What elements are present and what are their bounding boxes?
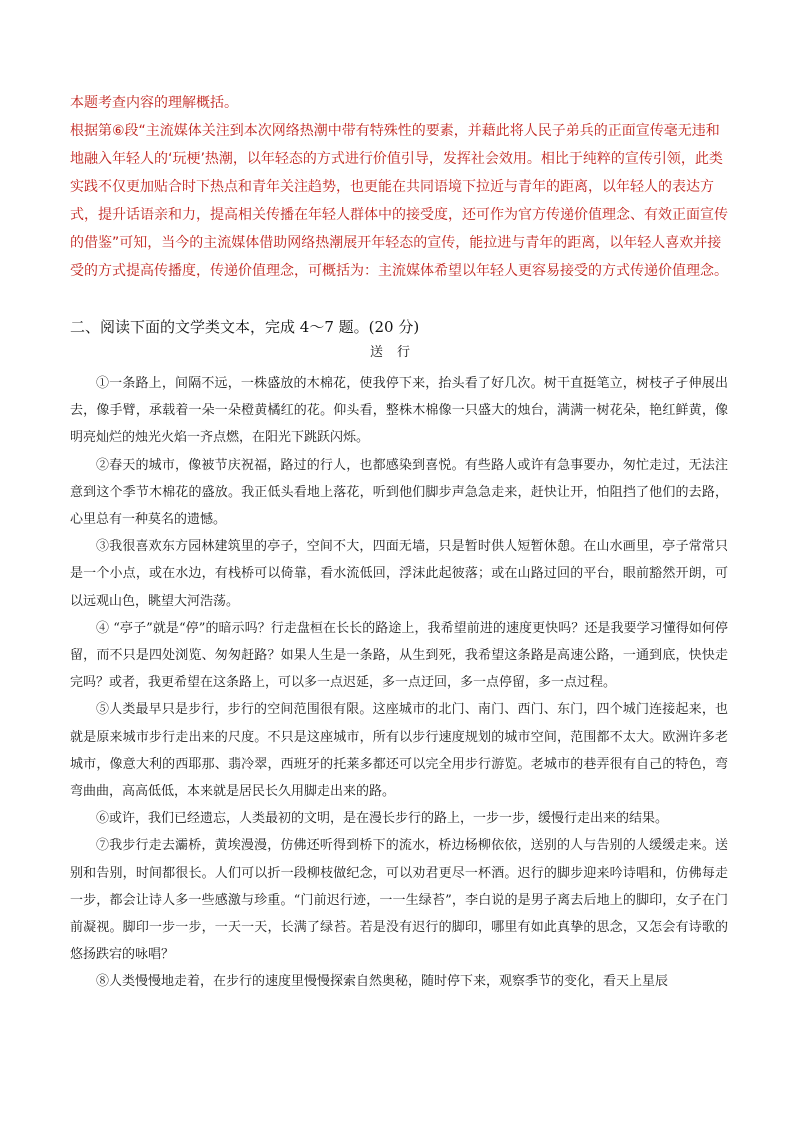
essay-paragraph: ⑦我步行走去灞桥，黄埃漫漫，仿佛还听得到桥下的流水，桥边杨柳依依，送别的人与告别的人缓缓走来。送别和告别，时间都很长。人们可以折一段柳枝做纪念，可以劝君更尽一杯酒。迟行的脚步迎来吟诗唱和，仿佛每走一步，都会让诗人多一些感激与珍重。“门前迟行迹，一一生绿苔”，李白说的是男子离去后地上的脚印，女子在门前凝视。脚印一步一步，一天一天，长满了绿苔。若是没有迟行的脚印，哪里有如此真挚的思念，又怎会有诗歌的悠扬跌宕的咏唱？ [70, 838, 728, 963]
answer-body: 根据第⑥段“主流媒体关注到本次网络热潮中带有特殊性的要素，并藉此将人民子弟兵的正面宣传毫无违和地融入年轻人的‘玩梗’热潮，以年轻态的方式进行价值引导，发挥社会效用。相比于纯粹的宣传引领，此类实践不仅更加贴合时下热点和青年关注趋势，也更能在共同语境下拉近与青年的距离，以年轻人的表达方式，提升话语亲和力，提高相关传播在年轻人群体中的接受度，还可作为官方传递价值理念、有效正面宣传的借鉴”可知，当今的主流媒体借助网络热潮展开年轻态的宣传，能拉进与青年的距离，以年轻人喜欢并接受的方式提高传播度，传递价值理念，可概括为：主流媒体希望以年轻人更容易接受的方式传递价值理念。 [70, 123, 728, 279]
essay-paragraph: ②春天的城市，像被节庆祝福，路过的行人，也都感染到喜悦。有些路人或许有急事要办，匆忙走过，无法注意到这个季节木棉花的盛放。我正低头看地上落花，听到他们脚步声急急走来，赶快让开，怕阻挡了他们的去路，心里总有一种莫名的遗憾。 [70, 457, 728, 528]
section-title: 二、阅读下面的文学类文本，完成 4～7 题。(20 分) [70, 318, 420, 336]
essay-body [70, 370, 728, 996]
essay-paragraph: ⑧人类慢慢地走着，在步行的速度里慢慢探索自然奥秘，随时停下来，观察季节的变化，看天上星辰 [96, 974, 669, 990]
essay-paragraph: ⑤人类最早只是步行，步行的空间范围很有限。这座城市的北门、南门、西门、东门，四个城门连接起来，也就是原来城市步行走出来的尺度。不只是这座城市，所有以步行速度规划的城市空间，范围都不太大。欧洲许多老城市，像意大利的西耶那、翡冷翠，西班牙的托莱多都还可以完全用步行游览。老城市的巷弄很有自己的特色，弯弯曲曲，高高低低，本来就是居民长久用脚走出来的路。 [70, 702, 728, 800]
essay-paragraph: ⑥或许，我们已经遗忘，人类最初的文明，是在漫长步行的路上，一步一步，缓慢行走出来的结果。 [96, 811, 669, 827]
essay-title: 送行 [369, 345, 424, 360]
answer-intro: 本题考查内容的理解概括。 [70, 95, 238, 111]
answer-explanation [70, 89, 730, 285]
essay-paragraph: ③我很喜欢东方园林建筑里的亭子，空间不大，四面无墙，只是暂时供人短暂休憩。在山水画里，亭子常常只是一个小点，或在水边，有栈桥可以倚靠，看水流低回，浮沫此起彼落；或在山路过回的平台，眼前豁然开朗，可以远观山色，眺望大河浩荡。 [70, 539, 728, 609]
essay-paragraph: ④ “亭子”就是“停”的暗示吗？行走盘桓在长长的路途上，我希望前进的速度更快吗？还是我要学习懂得如何停留，而不只是四处浏览、匆匆赶路？如果人生是一条路，从生到死，我希望这条路是高速公路，一通到底，快快走完吗？或者，我更希望在这条路上，可以多一点迟延，多一点迂回，多一点停留，多一点过程。 [70, 620, 728, 691]
essay-paragraph: ①一条路上，间隔不远，一株盛放的木棉花，使我停下来，抬头看了好几次。树干直挺笔立，树枝孑孑伸展出去，像手臂，承载着一朵一朵橙黄橘红的花。仰头看，整株木棉像一只盛大的烛台，满满一树花朵，艳红鲜黄，像明亮灿烂的烛光火焰一齐点燃，在阳光下跳跃闪烁。 [70, 376, 728, 446]
